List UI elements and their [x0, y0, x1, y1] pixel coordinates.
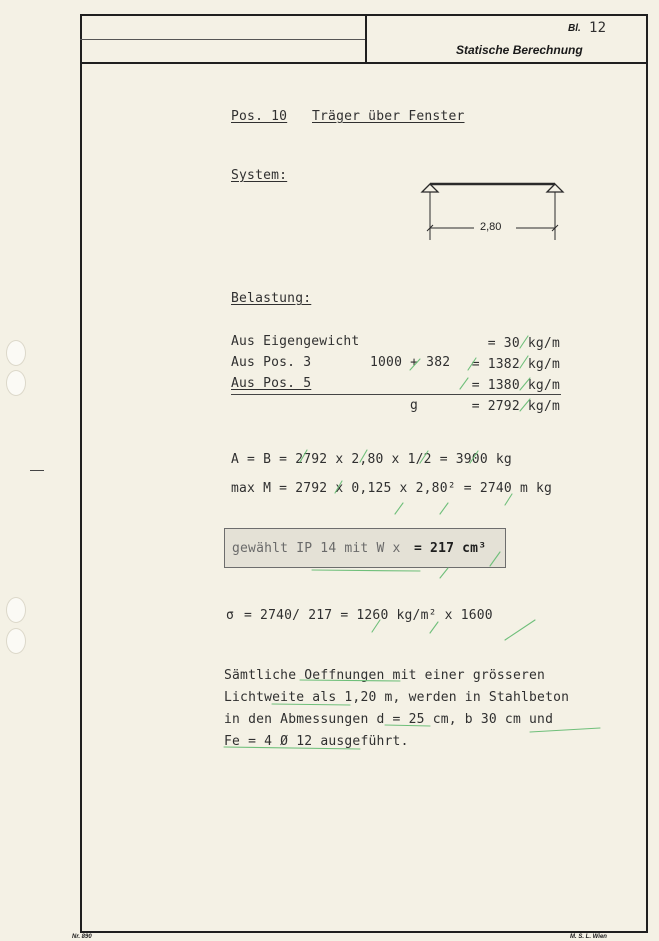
punch-hole: [6, 628, 26, 654]
chosen-section-value: = 217 cm³: [414, 541, 487, 556]
span-dimension-label: 2,80: [480, 221, 502, 233]
note-line: Sämtliche Oeffnungen mit einer grösseren: [224, 668, 546, 683]
pos-title: Träger über Fenster: [312, 109, 465, 124]
load-row-name: Aus Pos. 5: [231, 376, 312, 391]
punch-hole: [6, 340, 26, 366]
load-row-value: = 1382 kg/m: [471, 357, 560, 372]
punch-hole: [6, 370, 26, 396]
pos-number: Pos. 10: [231, 109, 288, 124]
margin-mark: [30, 470, 44, 471]
load-row-name: Aus Eigengewicht: [231, 334, 360, 349]
load-row-value: = 1380 kg/m: [471, 378, 560, 393]
note-line: Lichtweite als 1,20 m, werden in Stahlbeton: [224, 690, 570, 705]
stress-equation: = 2740/ 217 = 1260 kg/m² x 1600: [244, 608, 493, 623]
sheet-number: 12: [589, 20, 607, 36]
sheet-label: Bl.: [568, 23, 581, 34]
note-line: in den Abmessungen d = 25 cm, b 30 cm und: [224, 712, 554, 727]
load-row-name: Aus Pos. 3: [231, 355, 312, 370]
load-row-value: = 30 kg/m: [487, 336, 560, 351]
form-number: Nr. 890: [72, 934, 92, 940]
load-row-calc: 1000 + 382: [370, 355, 451, 370]
loads-label: Belastung:: [231, 291, 312, 306]
system-label: System:: [231, 168, 288, 183]
reaction-equation: A = B = 2792 x 2,80 x 1/2 = 3900 kg: [231, 452, 512, 467]
moment-equation: max M = 2792 x 0,125 x 2,80² = 2740 m kg: [231, 481, 553, 496]
total-label: g: [410, 398, 419, 413]
total-value: = 2792 kg/m: [471, 399, 560, 414]
header-title: Statische Berechnung: [456, 43, 583, 57]
chosen-section-text: gewählt IP 14 mit W x: [232, 541, 401, 556]
punch-hole: [6, 597, 26, 623]
printer-imprint: M. S. L. Wien: [570, 934, 607, 940]
note-line: Fe = 4 Ø 12 ausgeführt.: [224, 734, 409, 749]
stress-symbol: σ: [226, 608, 235, 623]
